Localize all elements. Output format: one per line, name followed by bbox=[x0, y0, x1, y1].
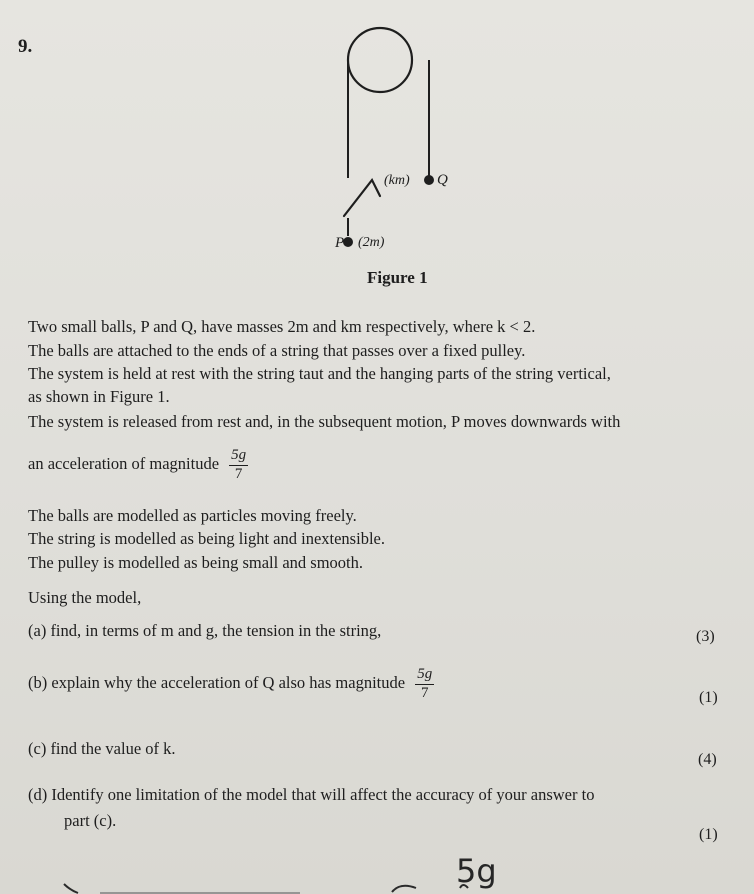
part-b-marks: (1) bbox=[699, 689, 718, 706]
intro-line-1: Two small balls, P and Q, have masses 2m and km respectively, where k < 2. bbox=[28, 317, 536, 336]
handwritten-answer: 5g bbox=[456, 852, 497, 890]
pencil-arrow-mark bbox=[344, 180, 380, 216]
label-2m: (2m) bbox=[358, 235, 385, 250]
intro-line-2: The balls are attached to the ends of a string that passes over a fixed pulley. bbox=[28, 341, 526, 360]
intro-line-4: as shown in Figure 1. bbox=[28, 387, 170, 406]
part-b-denominator: 7 bbox=[420, 684, 429, 701]
model-line-1: The balls are modelled as particles moving freely. bbox=[28, 506, 357, 525]
ball-p bbox=[343, 237, 353, 247]
part-a-marks: (3) bbox=[696, 628, 715, 645]
label-q: Q bbox=[437, 172, 448, 188]
figure-caption: Figure 1 bbox=[367, 268, 428, 287]
part-c-marks: (4) bbox=[698, 751, 717, 768]
ball-q bbox=[424, 175, 434, 185]
using-model: Using the model, bbox=[28, 588, 142, 607]
part-b-fraction bbox=[415, 667, 434, 702]
part-d-marks: (1) bbox=[699, 826, 718, 843]
part-c-text: (c) find the value of k. bbox=[28, 739, 176, 758]
part-a-text: (a) find, in terms of m and g, the tension in the string, bbox=[28, 621, 382, 640]
question-number: 9. bbox=[18, 36, 33, 57]
model-line-3: The pulley is modelled as being small and smooth. bbox=[28, 553, 363, 572]
intro-line-3: The system is held at rest with the string taut and the hanging parts of the string vertical, bbox=[28, 364, 611, 383]
pulley-wheel bbox=[348, 28, 412, 92]
part-d-text: (d) Identify one limitation of the model that will affect the accuracy of your answer to bbox=[28, 785, 595, 804]
fraction-denominator: 7 bbox=[234, 465, 243, 482]
part-b-text: (b) explain why the acceleration of Q also has magnitude bbox=[28, 673, 406, 693]
part-b-numerator: 5g bbox=[415, 667, 434, 685]
acceleration-text: an acceleration of magnitude bbox=[28, 454, 220, 474]
acceleration-line bbox=[28, 448, 248, 483]
fraction-numerator: 5g bbox=[229, 448, 248, 466]
part-d-text-2: part (c). bbox=[64, 811, 117, 830]
part-b-line bbox=[28, 667, 434, 702]
label-p: P bbox=[335, 235, 345, 251]
release-line: The system is released from rest and, in the subsequent motion, P moves downwards with bbox=[28, 412, 621, 431]
pulley-figure bbox=[330, 20, 470, 260]
label-km: (km) bbox=[384, 173, 410, 188]
model-line-2: The string is modelled as being light and inextensible. bbox=[28, 529, 385, 548]
handwriting-strokes bbox=[0, 858, 754, 894]
fraction-5g-over-7 bbox=[229, 448, 248, 483]
